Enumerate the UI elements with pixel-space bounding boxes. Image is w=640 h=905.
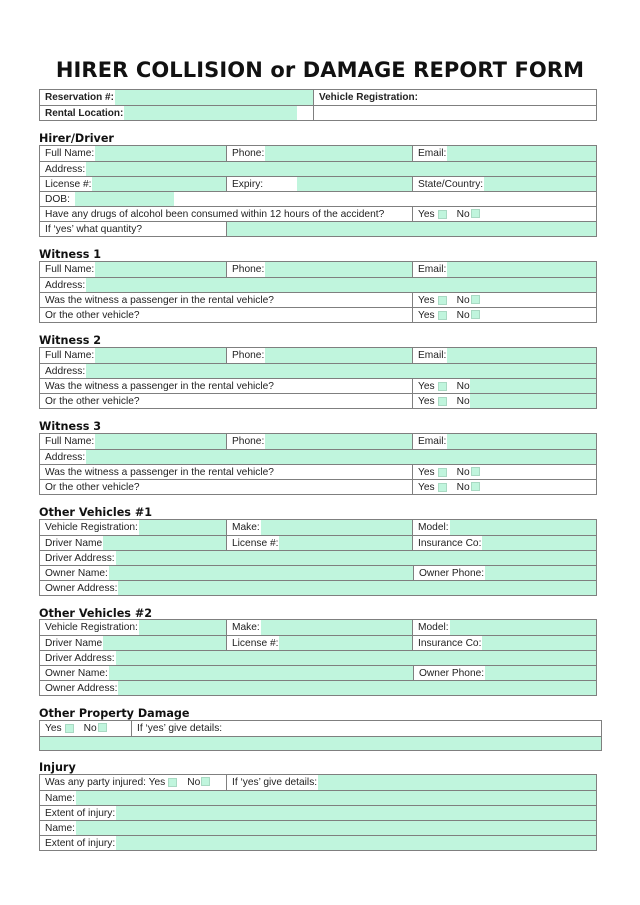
field-label: Name: <box>40 821 76 835</box>
field-label: Phone: <box>227 146 265 161</box>
no-checkbox[interactable] <box>471 310 480 319</box>
yes-no-group <box>413 394 470 408</box>
field-label: Address: <box>40 364 86 378</box>
field-label: Full Name: <box>40 262 95 277</box>
driver-name-field[interactable] <box>40 636 226 650</box>
injury-table <box>39 774 597 851</box>
input-fill[interactable] <box>279 636 412 650</box>
witness-full-name-field[interactable] <box>40 348 226 363</box>
yes-label: Yes <box>418 466 435 478</box>
driver-address-field[interactable] <box>40 651 596 665</box>
property-damage-table <box>39 720 602 751</box>
hirer-table <box>39 145 597 237</box>
witness-passenger-answer <box>412 293 596 307</box>
vehicle-registration-field[interactable] <box>313 90 596 105</box>
rental-location-label: Rental Location: <box>40 106 124 120</box>
hirer-quantity-question <box>40 222 226 236</box>
input-fill[interactable] <box>265 146 412 161</box>
form-title: HIRER COLLISION or DAMAGE REPORT FORM <box>55 58 585 82</box>
hirer-phone-field[interactable] <box>226 146 412 161</box>
input-fill[interactable] <box>118 681 596 695</box>
hirer-license-field[interactable] <box>40 177 226 191</box>
other-vehicles-2-table <box>39 619 597 696</box>
injury-question-cell <box>40 775 226 790</box>
owner-phone-field[interactable] <box>413 666 596 680</box>
no-label: No <box>456 294 470 306</box>
witness-email-field[interactable] <box>412 434 596 449</box>
owner-address-field[interactable] <box>40 581 596 595</box>
no-label: No <box>83 723 97 734</box>
field-label: Full Name: <box>40 146 95 161</box>
injury-extent-1-field[interactable] <box>40 806 596 820</box>
input-fill[interactable] <box>86 278 596 292</box>
field-label: Phone: <box>227 262 265 277</box>
yes-no-group <box>40 721 107 736</box>
reservation-label: Reservation #: <box>40 90 115 105</box>
insurance-field[interactable] <box>412 636 596 650</box>
witness-other-vehicle-question <box>40 394 412 408</box>
input-fill[interactable] <box>109 666 413 680</box>
no-label: No <box>456 395 470 407</box>
field-label: Full Name: <box>40 348 95 363</box>
reservation-field[interactable] <box>40 90 313 105</box>
input-fill[interactable] <box>447 348 596 363</box>
yes-no-group <box>413 480 480 494</box>
license-field[interactable] <box>226 536 412 550</box>
model-field[interactable] <box>412 620 596 635</box>
witness-passenger-question <box>40 465 412 479</box>
witness-phone-field[interactable] <box>226 262 412 277</box>
injury-extent-2-field[interactable] <box>40 836 596 850</box>
input-fill[interactable] <box>76 791 596 805</box>
witness-3-heading: Witness 3 <box>39 420 102 433</box>
field-label: Insurance Co: <box>413 636 482 650</box>
question-label: Was any party injured: Yes <box>45 777 166 788</box>
field-label: Make: <box>227 520 261 535</box>
field-label: DOB: <box>40 192 71 206</box>
input-fill[interactable] <box>139 520 226 535</box>
injury-heading: Injury <box>39 761 76 774</box>
field-label: Owner Address: <box>40 581 118 595</box>
hirer-state-country-field[interactable] <box>412 177 596 191</box>
no-checkbox[interactable] <box>470 379 596 393</box>
no-checkbox[interactable] <box>471 209 480 218</box>
no-label: No <box>456 208 470 220</box>
other-vehicles-2-heading: Other Vehicles #2 <box>39 607 153 620</box>
witness-2-heading: Witness 2 <box>39 334 102 347</box>
model-field[interactable] <box>412 520 596 535</box>
yes-checkbox[interactable] <box>438 296 447 305</box>
input-fill[interactable] <box>116 806 596 820</box>
witness-2-table <box>39 347 597 409</box>
witness-phone-field[interactable] <box>226 348 412 363</box>
owner-address-field[interactable] <box>40 681 596 695</box>
witness-other-vehicle-question <box>40 308 412 322</box>
witness-full-name-field[interactable] <box>40 434 226 449</box>
rental-location-field[interactable] <box>40 106 313 120</box>
question-label: Was the witness a passenger in the rental vehicle? <box>40 379 275 393</box>
question-label: Was the witness a passenger in the rental vehicle? <box>40 293 275 307</box>
input-fill[interactable] <box>95 146 226 161</box>
input-fill[interactable] <box>485 566 596 580</box>
witness-passenger-question <box>40 293 412 307</box>
field-label: Address: <box>40 278 86 292</box>
input-fill[interactable] <box>447 262 596 277</box>
field-label: Vehicle Registration: <box>40 520 139 535</box>
input-fill[interactable] <box>118 581 596 595</box>
vehicle-registration-field[interactable] <box>40 620 226 635</box>
witness-passenger-question <box>40 379 412 393</box>
input-fill[interactable] <box>482 636 596 650</box>
hirer-address-field[interactable] <box>40 162 596 176</box>
input-fill[interactable] <box>297 177 412 191</box>
input-fill[interactable] <box>95 348 226 363</box>
field-label: Driver Address: <box>40 551 116 565</box>
field-label: Owner Phone: <box>414 666 485 680</box>
header-table <box>39 89 597 121</box>
owner-name-field[interactable] <box>40 566 413 580</box>
yes-checkbox[interactable] <box>438 382 447 391</box>
property-damage-heading: Other Property Damage <box>39 707 190 720</box>
yes-label: Yes <box>418 481 435 493</box>
field-label: Extent of injury: <box>40 806 116 820</box>
field-label: Insurance Co: <box>413 536 482 550</box>
yes-checkbox[interactable] <box>65 724 74 733</box>
input-fill[interactable] <box>447 434 596 449</box>
input-fill[interactable] <box>116 836 596 850</box>
field-label: Model: <box>413 520 450 535</box>
make-field[interactable] <box>226 520 412 535</box>
field-label: Email: <box>413 262 447 277</box>
yes-checkbox[interactable] <box>438 210 447 219</box>
injury-name-1-field[interactable] <box>40 791 596 805</box>
no-checkbox[interactable] <box>471 482 480 491</box>
yes-label: Yes <box>45 723 62 734</box>
field-label: If ‘yes’ give details: <box>132 721 223 736</box>
field-label: License #: <box>227 536 279 550</box>
rental-location-input[interactable] <box>124 106 297 120</box>
witness-1-heading: Witness 1 <box>39 248 102 261</box>
field-label: Owner Name: <box>40 666 109 680</box>
yes-checkbox[interactable] <box>168 778 177 787</box>
witness-address-field[interactable] <box>40 450 596 464</box>
field-label: If ‘yes’ give details: <box>227 775 318 790</box>
yes-label: Yes <box>418 380 435 392</box>
field-label: Name: <box>40 791 76 805</box>
vehicle-registration-field[interactable] <box>40 520 226 535</box>
input-fill[interactable] <box>482 536 596 550</box>
no-label: No <box>187 777 201 788</box>
witness-passenger-answer <box>412 465 596 479</box>
field-label: Email: <box>413 146 447 161</box>
field-label: Driver Name <box>40 636 103 650</box>
field-label: Owner Address: <box>40 681 118 695</box>
input-fill[interactable] <box>261 520 412 535</box>
witness-other-vehicle-answer <box>412 308 596 322</box>
hirer-drugs-answer <box>412 207 596 221</box>
yes-no-group <box>413 207 480 221</box>
input-fill[interactable] <box>265 434 412 449</box>
field-label: Owner Phone: <box>414 566 485 580</box>
input-fill[interactable] <box>75 192 174 206</box>
input-fill[interactable] <box>450 520 596 535</box>
witness-passenger-answer <box>412 379 596 393</box>
witness-other-vehicle-question <box>40 480 412 494</box>
yes-label: Yes <box>418 208 435 220</box>
no-label: No <box>456 481 470 493</box>
no-checkbox[interactable] <box>470 394 596 408</box>
yes-no-group <box>413 379 470 393</box>
field-label: Driver Name <box>40 536 103 550</box>
input-fill[interactable] <box>447 146 596 161</box>
field-label: Phone: <box>227 348 265 363</box>
yes-checkbox[interactable] <box>438 483 447 492</box>
field-label: License #: <box>227 636 279 650</box>
input-fill[interactable] <box>116 651 596 665</box>
input-fill[interactable] <box>485 666 596 680</box>
input-fill[interactable] <box>95 434 226 449</box>
no-checkbox[interactable] <box>201 777 210 786</box>
question-label: Or the other vehicle? <box>40 308 141 322</box>
question-label: Have any drugs of alcohol been consumed within 12 hours of the accident? <box>40 207 385 221</box>
hirer-quantity-input[interactable] <box>226 222 596 236</box>
field-label: Extent of injury: <box>40 836 116 850</box>
property-damage-details-input[interactable] <box>40 737 601 750</box>
other-vehicles-1-table <box>39 519 597 596</box>
yes-no-group <box>413 465 480 479</box>
no-checkbox[interactable] <box>471 467 480 476</box>
insurance-field[interactable] <box>412 536 596 550</box>
yes-no-group <box>413 293 480 307</box>
witness-address-field[interactable] <box>40 278 596 292</box>
field-label: Driver Address: <box>40 651 116 665</box>
field-label: Address: <box>40 162 86 176</box>
input-fill[interactable] <box>450 620 596 635</box>
input-fill[interactable] <box>92 177 226 191</box>
field-label: Model: <box>413 620 450 635</box>
yes-no-group <box>40 775 210 790</box>
field-label: Vehicle Registration: <box>40 620 139 635</box>
vehicle-registration-value[interactable] <box>313 106 596 120</box>
field-label: Email: <box>413 348 447 363</box>
yes-no-group <box>413 308 480 322</box>
hirer-full-name-field[interactable] <box>40 146 226 161</box>
injury-name-2-field[interactable] <box>40 821 596 835</box>
make-field[interactable] <box>226 620 412 635</box>
witness-email-field[interactable] <box>412 348 596 363</box>
field-label: Full Name: <box>40 434 95 449</box>
witness-other-vehicle-answer <box>412 480 596 494</box>
input-fill[interactable] <box>265 262 412 277</box>
witness-1-table <box>39 261 597 323</box>
license-field[interactable] <box>226 636 412 650</box>
hirer-dob-field[interactable] <box>40 192 596 206</box>
input-fill[interactable] <box>484 177 596 191</box>
yes-checkbox[interactable] <box>438 468 447 477</box>
input-fill[interactable] <box>116 551 596 565</box>
no-label: No <box>456 309 470 321</box>
witness-full-name-field[interactable] <box>40 262 226 277</box>
reservation-input[interactable] <box>115 90 313 105</box>
property-damage-details-label-cell <box>131 721 601 736</box>
yes-label: Yes <box>418 294 435 306</box>
field-label: State/Country: <box>413 177 484 191</box>
field-label: License #: <box>40 177 92 191</box>
hirer-expiry-field[interactable] <box>226 177 412 191</box>
input-fill[interactable] <box>109 566 413 580</box>
witness-3-table <box>39 433 597 495</box>
owner-phone-field[interactable] <box>413 566 596 580</box>
field-label: Owner Name: <box>40 566 109 580</box>
input-fill[interactable] <box>279 536 412 550</box>
yes-label: Yes <box>418 309 435 321</box>
input-fill[interactable] <box>103 536 226 550</box>
no-checkbox[interactable] <box>98 723 107 732</box>
field-label: Expiry: <box>227 177 297 191</box>
input-fill[interactable] <box>86 364 596 378</box>
witness-email-field[interactable] <box>412 262 596 277</box>
question-label: Or the other vehicle? <box>40 394 141 408</box>
yes-checkbox[interactable] <box>438 397 447 406</box>
driver-address-field[interactable] <box>40 551 596 565</box>
hirer-email-field[interactable] <box>412 146 596 161</box>
input-fill[interactable] <box>76 821 596 835</box>
field-label: Phone: <box>227 434 265 449</box>
input-fill[interactable] <box>95 262 226 277</box>
input-fill[interactable] <box>318 775 596 790</box>
input-fill[interactable] <box>86 162 596 176</box>
no-checkbox[interactable] <box>471 295 480 304</box>
question-label: Was the witness a passenger in the rental vehicle? <box>40 465 275 479</box>
witness-other-vehicle-answer <box>412 394 596 408</box>
input-fill[interactable] <box>103 636 226 650</box>
field-label: Address: <box>40 450 86 464</box>
witness-address-field[interactable] <box>40 364 596 378</box>
hirer-heading: Hirer/Driver <box>39 132 114 145</box>
question-label: If ‘yes’ what quantity? <box>40 222 143 236</box>
driver-name-field[interactable] <box>40 536 226 550</box>
hirer-drugs-question <box>40 207 412 221</box>
vehicle-registration-label: Vehicle Registration: <box>314 90 419 105</box>
no-label: No <box>456 380 470 392</box>
input-fill[interactable] <box>86 450 596 464</box>
field-label: Make: <box>227 620 261 635</box>
witness-phone-field[interactable] <box>226 434 412 449</box>
no-label: No <box>456 466 470 478</box>
input-fill[interactable] <box>265 348 412 363</box>
other-vehicles-1-heading: Other Vehicles #1 <box>39 506 153 519</box>
property-damage-answer <box>40 721 131 736</box>
field-label: Email: <box>413 434 447 449</box>
yes-checkbox[interactable] <box>438 311 447 320</box>
input-fill[interactable] <box>261 620 412 635</box>
owner-name-field[interactable] <box>40 666 413 680</box>
injury-details-field[interactable] <box>226 775 596 790</box>
yes-label: Yes <box>418 395 435 407</box>
question-label: Or the other vehicle? <box>40 480 141 494</box>
input-fill[interactable] <box>139 620 226 635</box>
